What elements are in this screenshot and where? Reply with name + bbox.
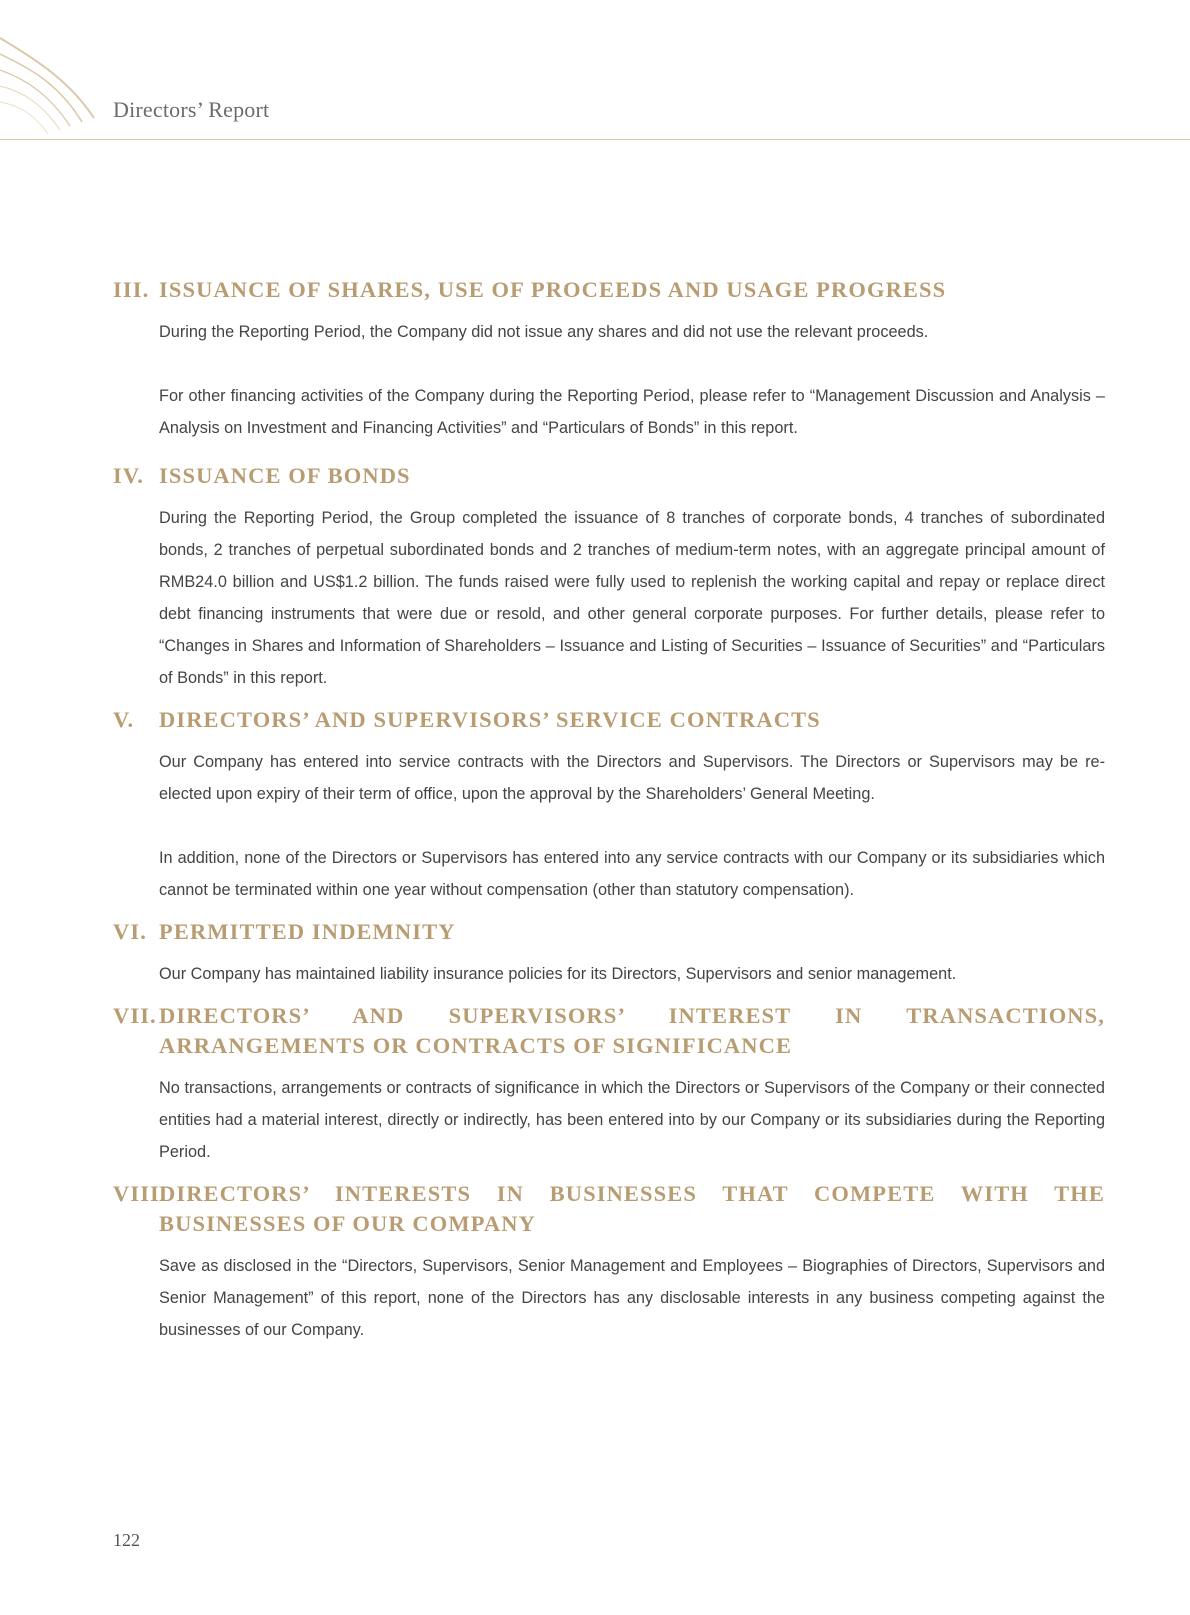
paragraph: Our Company has entered into service contracts with the Directors and Supervisors. The Directors or Supervisors may be re-elected upon expiry of their term of office, upon the approval by the Shareholders’ General Meeting. — [159, 753, 1105, 803]
running-title: Directors’ Report — [113, 97, 270, 122]
section-iii — [113, 275, 1105, 444]
section-title: DIRECTORS’ AND SUPERVISORS’ INTEREST IN TRANSACTIONS, ARRANGEMENTS OR CONTRACTS OF SIGNIFICANCE — [159, 1003, 1105, 1058]
section-vii — [113, 1001, 1105, 1168]
paragraph: Our Company has maintained liability insurance policies for its Directors, Supervisors and senior management. — [159, 965, 957, 983]
section-title: ISSUANCE OF SHARES, USE OF PROCEEDS AND USAGE PROGRESS — [159, 277, 947, 302]
paragraph: In addition, none of the Directors or Supervisors has entered into any service contracts with our Company or its subsidiaries which cannot be terminated within one year without compensation (other than statutory compensation). — [159, 849, 1105, 899]
section-title: ISSUANCE OF BONDS — [159, 463, 411, 488]
decorative-arcs-icon — [0, 0, 120, 150]
section-title: DIRECTORS’ AND SUPERVISORS’ SERVICE CONTRACTS — [159, 707, 821, 732]
section-vi — [113, 917, 1105, 990]
paragraph: No transactions, arrangements or contracts of significance in which the Directors or Supervisors of the Company or their connected entities had a material interest, directly or indirectly, has been entered into by our Company or its subsidiaries during the Reporting Period. — [159, 1079, 1105, 1161]
section-number: V. — [113, 707, 135, 732]
section-iv — [113, 461, 1105, 694]
paragraph: During the Reporting Period, the Group completed the issuance of 8 tranches of corporate bonds, 4 tranches of subordinated bonds, 2 tranches of perpetual subordinated bonds and 2 tranches of medium-term notes, with an aggregate principal amount of RMB24.0 billion and US$1.2 billion. The funds raised were fully used to replenish the working capital and repay or replace direct debt financing instruments that were due or resold, and other general corporate purposes. For further details, please refer to “Changes in Shares and Information of Shareholders – Issuance and Listing of Securities – Issuance of Securities” and “Particulars of Bonds” in this report. — [159, 509, 1105, 687]
section-heading — [113, 461, 1105, 491]
report-content — [113, 275, 1105, 1357]
page-number: 122 — [113, 1530, 140, 1550]
section-number: III. — [113, 277, 150, 302]
section-heading — [113, 705, 1105, 735]
section-number: VII. — [113, 1003, 157, 1028]
section-number: VI. — [113, 919, 147, 944]
section-heading — [113, 1179, 1105, 1239]
section-number: VIII. — [113, 1181, 167, 1206]
section-heading — [113, 917, 1105, 947]
section-number: IV. — [113, 463, 145, 488]
section-heading — [113, 275, 1105, 305]
paragraph: For other financing activities of the Company during the Reporting Period, please refer to “Management Discussion and Analysis – Analysis on Investment and Financing Activities” and “Particulars of Bonds” in this report. — [159, 387, 1105, 437]
section-v — [113, 705, 1105, 906]
section-heading — [113, 1001, 1105, 1061]
section-viii — [113, 1179, 1105, 1346]
paragraph: During the Reporting Period, the Company did not issue any shares and did not use the relevant proceeds. — [159, 323, 929, 341]
header-rule — [0, 139, 1190, 140]
section-title: PERMITTED INDEMNITY — [159, 919, 456, 944]
section-title: DIRECTORS’ INTERESTS IN BUSINESSES THAT COMPETE WITH THE BUSINESSES OF OUR COMPANY — [159, 1181, 1105, 1236]
paragraph: Save as disclosed in the “Directors, Supervisors, Senior Management and Employees – Biographies of Directors, Supervisors and Senior Management” of this report, none of the Directors has any disclosable interests in any business competing against the businesses of our Company. — [159, 1257, 1105, 1339]
